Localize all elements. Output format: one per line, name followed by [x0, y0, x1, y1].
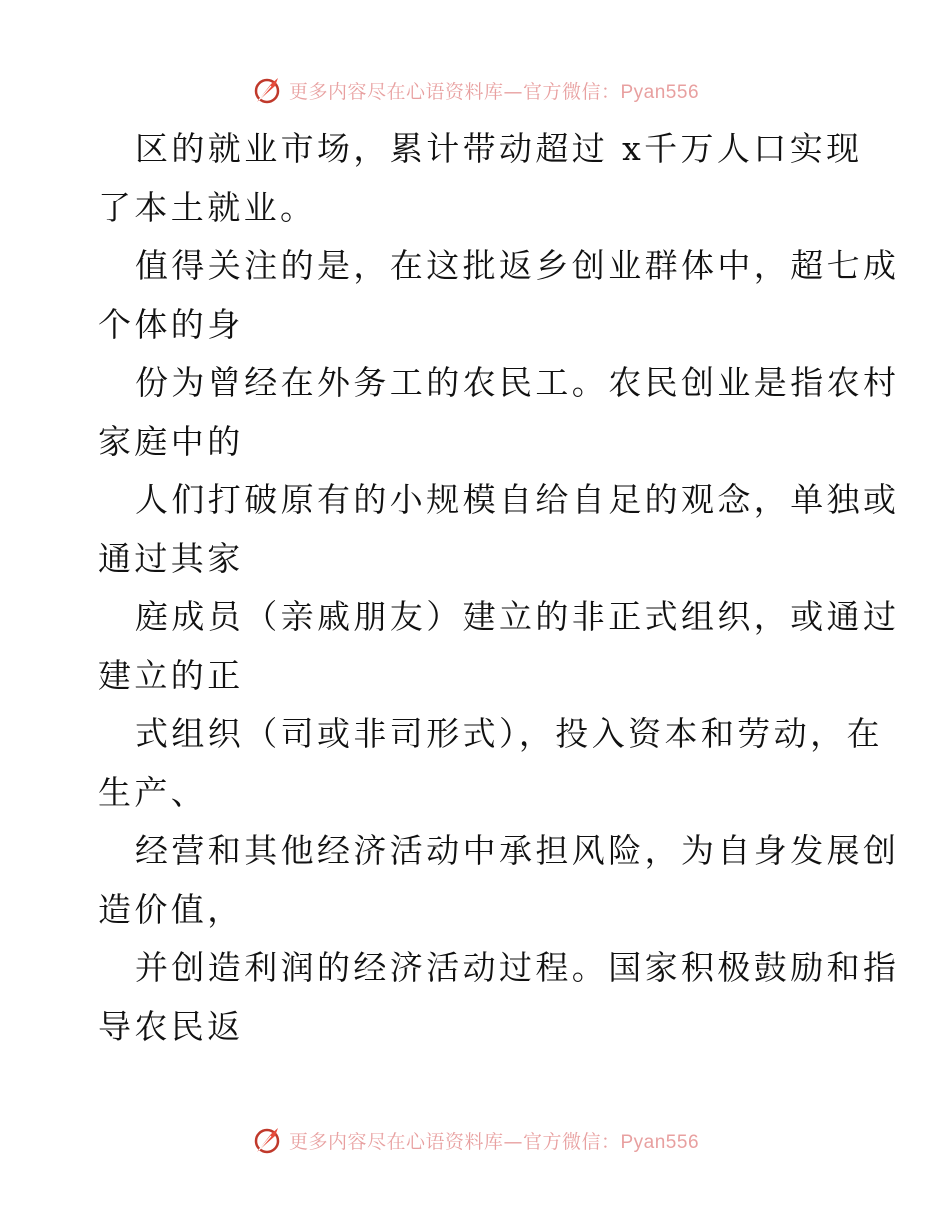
text-line: 导农民返 [98, 1006, 244, 1046]
watermark-separator: — [503, 1130, 523, 1153]
text-line: 生产、 [98, 772, 208, 812]
quill-logo-icon [251, 74, 283, 106]
watermark-contact-id: Pyan556 [620, 1131, 700, 1153]
text-line: 份为曾经在外务工的农民工。农民创业是指农村 [135, 363, 900, 402]
watermark-contact-id: Pyan556 [620, 81, 700, 103]
watermark-separator: — [503, 80, 523, 103]
footer-watermark [0, 1120, 950, 1160]
text-line: 经营和其他经济活动中承担风险，为自身发展创 [135, 831, 900, 870]
watermark-contact-label: 官方微信： [522, 1130, 621, 1153]
watermark-text [289, 77, 699, 104]
text-line: 人们打破原有的小规模自给自足的观念，单独或 [135, 480, 900, 519]
text-line: 建立的正 [98, 655, 244, 695]
watermark-contact-label: 官方微信： [522, 80, 621, 103]
text-line: 庭成员（亲戚朋友）建立的非正式组织，或通过 [135, 597, 900, 636]
text-line: 通过其家 [98, 538, 244, 578]
text-line: 家庭中的 [98, 421, 244, 461]
text-line: 了本土就业。 [98, 187, 317, 227]
text-line: 造价值， [98, 889, 244, 929]
watermark-brand: 更多内容尽在心语资料库 [288, 80, 504, 103]
text-line: 区的就业市场，累计带动超过 x千万人口实现 [135, 129, 863, 168]
text-line: 值得关注的是，在这批返乡创业群体中，超七成 [135, 246, 900, 285]
text-line: 个体的身 [98, 304, 244, 344]
watermark-brand: 更多内容尽在心语资料库 [288, 1130, 504, 1153]
quill-logo-icon [251, 1124, 283, 1156]
header-watermark [0, 70, 950, 110]
text-line: 式组织（司或非司形式），投入资本和劳动，在 [135, 714, 883, 753]
watermark-text [289, 1127, 699, 1154]
document-body [98, 120, 900, 1056]
text-line: 并创造利润的经济活动过程。国家积极鼓励和指 [135, 948, 900, 987]
